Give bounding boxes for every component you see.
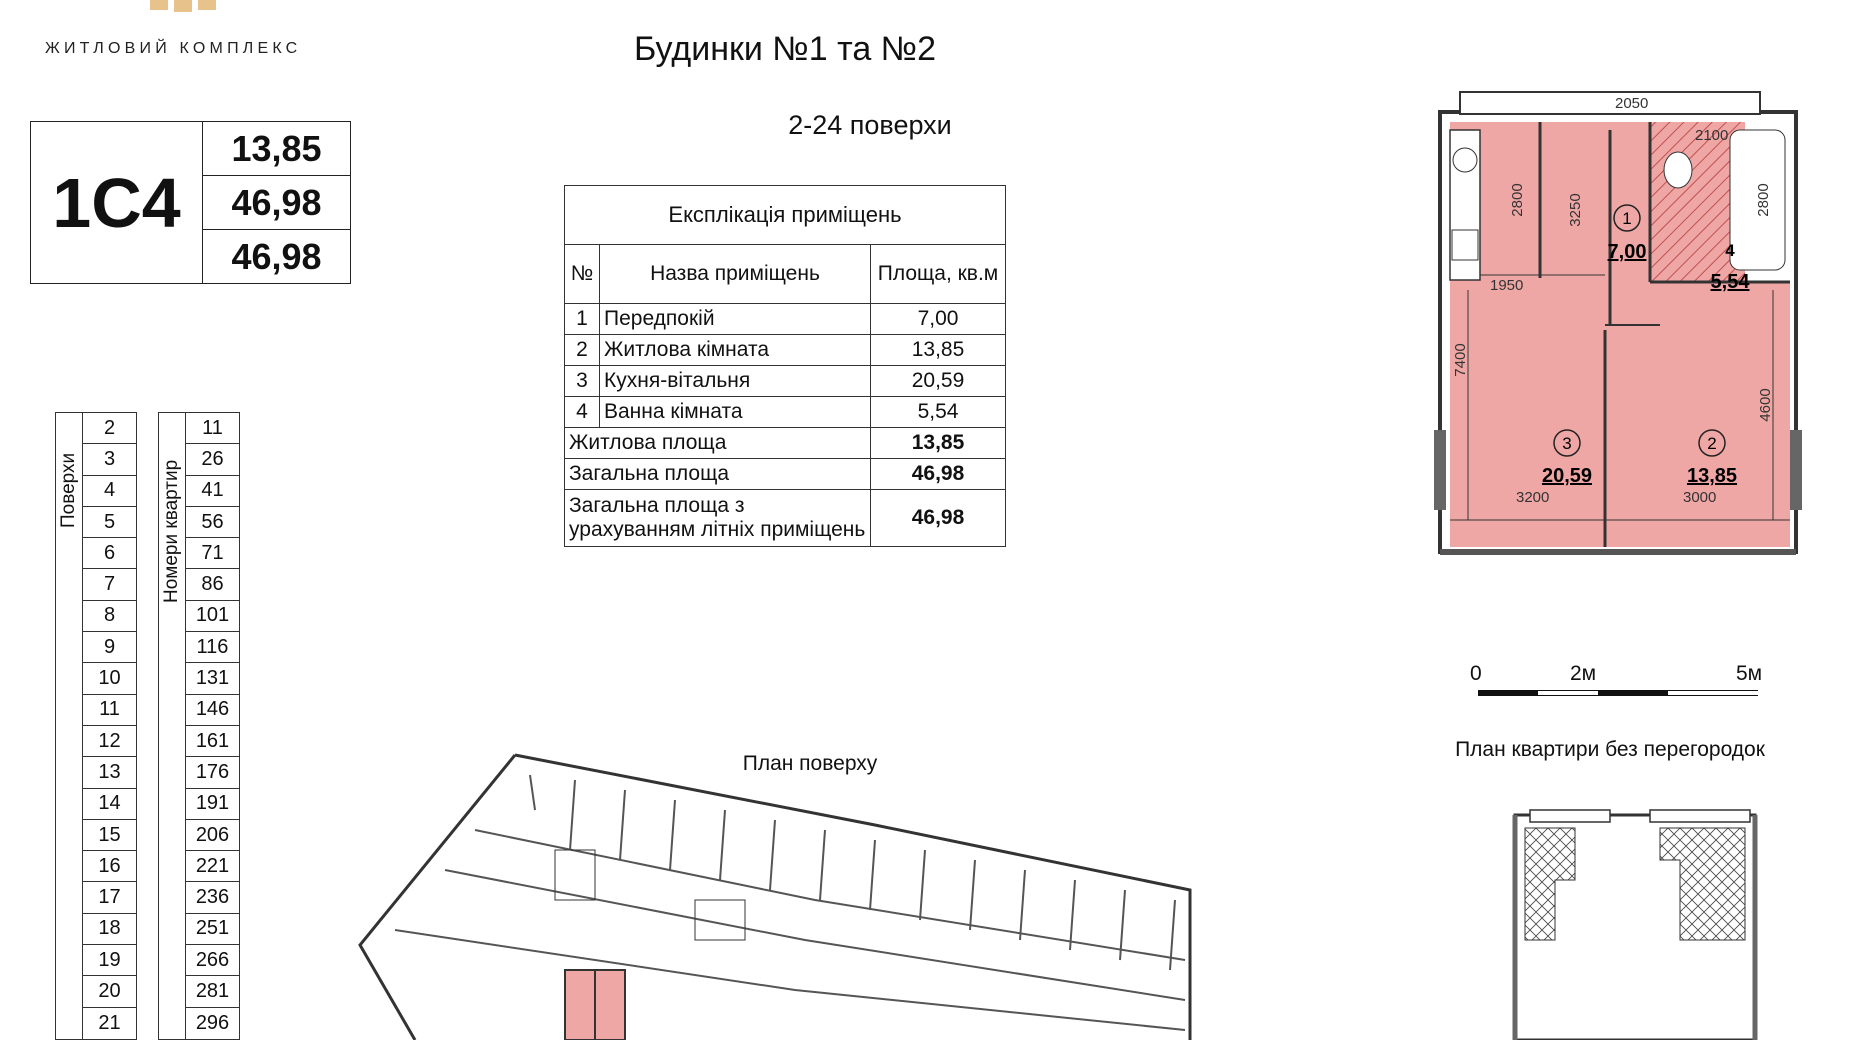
floor-cell: 21 — [98, 1011, 121, 1034]
scale-bar — [1470, 662, 1763, 702]
apartment-number-cell: 56 — [186, 507, 239, 538]
floor-cell: 16 — [83, 851, 136, 882]
floor-cell: 18 — [83, 914, 136, 945]
apartment-number-cell: 101 — [186, 601, 239, 632]
apartment-column — [185, 412, 240, 1040]
floor-cell: 4 — [83, 476, 136, 507]
dim-1950: 1950 — [1490, 277, 1524, 294]
room-4-number: 4 — [1725, 241, 1735, 260]
floor-cell: 17 — [83, 882, 136, 913]
floor-column-label: Поверхи — [58, 452, 79, 528]
dim-3250: 3250 — [1567, 193, 1584, 227]
floor-cell: 10 — [83, 663, 136, 694]
header-area: Площа, кв.м — [871, 245, 1006, 304]
room-3-number: 3 — [1562, 434, 1572, 453]
open-plan-sketch — [1500, 780, 1770, 1040]
floors-subtitle: 2-24 поверхи — [788, 110, 952, 140]
floor-cell: 5 — [83, 507, 136, 538]
floor-plan-label: План поверху — [742, 752, 878, 775]
table-row: 3 Кухня-вітальня 20,59 — [565, 366, 1006, 397]
table-row: 1 Передпокій 7,00 — [565, 304, 1006, 335]
page-title: Будинки №1 та №2 — [633, 30, 937, 68]
room-2-number: 2 — [1707, 434, 1717, 453]
floor-cell: 19 — [83, 945, 136, 976]
total-row: Житлова площа 13,85 — [565, 428, 1006, 459]
header-num: № — [565, 245, 600, 304]
apartment-number-cell: 281 — [186, 976, 239, 1007]
dim-2100: 2100 — [1695, 127, 1729, 144]
apartment-number-cell: 191 — [186, 789, 239, 820]
explication-table — [564, 185, 1006, 547]
room-3-area: 20,59 — [1541, 465, 1593, 487]
floor-cell: 3 — [83, 444, 136, 475]
scale-mid: 2м — [1570, 662, 1597, 685]
total-area-summer-value: 46,98 — [231, 236, 322, 277]
apartment-number-cell: 131 — [186, 663, 239, 694]
apartment-number-cell: 221 — [186, 851, 239, 882]
apartment-number-cell: 116 — [186, 632, 239, 663]
header-name: Назва приміщень — [600, 245, 871, 304]
dim-2800-right: 2800 — [1755, 183, 1772, 217]
apartment-number-cell: 86 — [186, 569, 239, 600]
apartment-number-cell: 11 — [186, 413, 239, 444]
total-row: Загальна площа 46,98 — [565, 459, 1006, 490]
floor-column — [82, 412, 137, 1040]
scale-end: 5м — [1736, 662, 1763, 685]
explication-caption: Експлікація приміщень — [565, 186, 1006, 245]
apt-column-label: Номери квартир — [161, 459, 182, 603]
living-area-value: 13,85 — [203, 122, 350, 176]
floor-cell: 7 — [83, 569, 136, 600]
apartment-number-cell: 176 — [186, 757, 239, 788]
floor-cell: 15 — [83, 820, 136, 851]
floor-cell: 13 — [83, 757, 136, 788]
unit-floor-plan — [1430, 50, 1810, 560]
logo-mark-icon — [150, 0, 230, 14]
logo-subtitle: ЖИТЛОВИЙ КОМПЛЕКС — [45, 40, 302, 57]
table-row: 2 Житлова кімната 13,85 — [565, 335, 1006, 366]
floor-cell: 14 — [83, 789, 136, 820]
table-row: 4 Ванна кімната 5,54 — [565, 397, 1006, 428]
dim-4600: 4600 — [1757, 388, 1774, 422]
floor-cell: 2 — [83, 413, 136, 444]
room-1-area: 7,00 — [1607, 241, 1647, 263]
room-4-area: 5,54 — [1710, 271, 1750, 293]
apartment-code-box — [30, 121, 351, 284]
open-plan-label: План квартири без перегородок — [1455, 738, 1765, 761]
floor-cell: 12 — [83, 726, 136, 757]
room-2-area: 13,85 — [1686, 465, 1738, 487]
dim-3200: 3200 — [1516, 489, 1550, 506]
apartment-number-cell: 146 — [186, 695, 239, 726]
apartment-number-cell: 296 — [195, 1011, 230, 1034]
apartment-number-cell: 41 — [186, 476, 239, 507]
apartment-number-cell: 251 — [186, 914, 239, 945]
total-row: Загальна площа з урахуванням літніх приміщень 46,98 — [565, 490, 1006, 547]
floor-plan-sketch — [355, 750, 1195, 1040]
apartment-number-cell: 161 — [186, 726, 239, 757]
apartment-number-cell: 236 — [186, 882, 239, 913]
scale-zero: 0 — [1470, 662, 1482, 685]
apartment-code: 1С4 — [31, 122, 203, 283]
dim-7400: 7400 — [1452, 343, 1469, 377]
apartment-number-cell: 266 — [186, 945, 239, 976]
floor-cell: 6 — [83, 538, 136, 569]
apartment-number-cell: 206 — [186, 820, 239, 851]
dim-2050: 2050 — [1615, 95, 1649, 112]
total-area-value: 46,98 — [203, 176, 350, 230]
room-1-number: 1 — [1622, 209, 1632, 228]
floor-cell: 20 — [83, 976, 136, 1007]
dim-2800-left: 2800 — [1509, 183, 1526, 217]
dim-3000: 3000 — [1683, 489, 1717, 506]
floor-cell: 8 — [83, 601, 136, 632]
floor-cell: 11 — [83, 695, 136, 726]
apartment-number-cell: 26 — [186, 444, 239, 475]
floor-cell: 9 — [83, 632, 136, 663]
apartment-number-cell: 71 — [186, 538, 239, 569]
room-living-kitchen — [1450, 275, 1650, 547]
